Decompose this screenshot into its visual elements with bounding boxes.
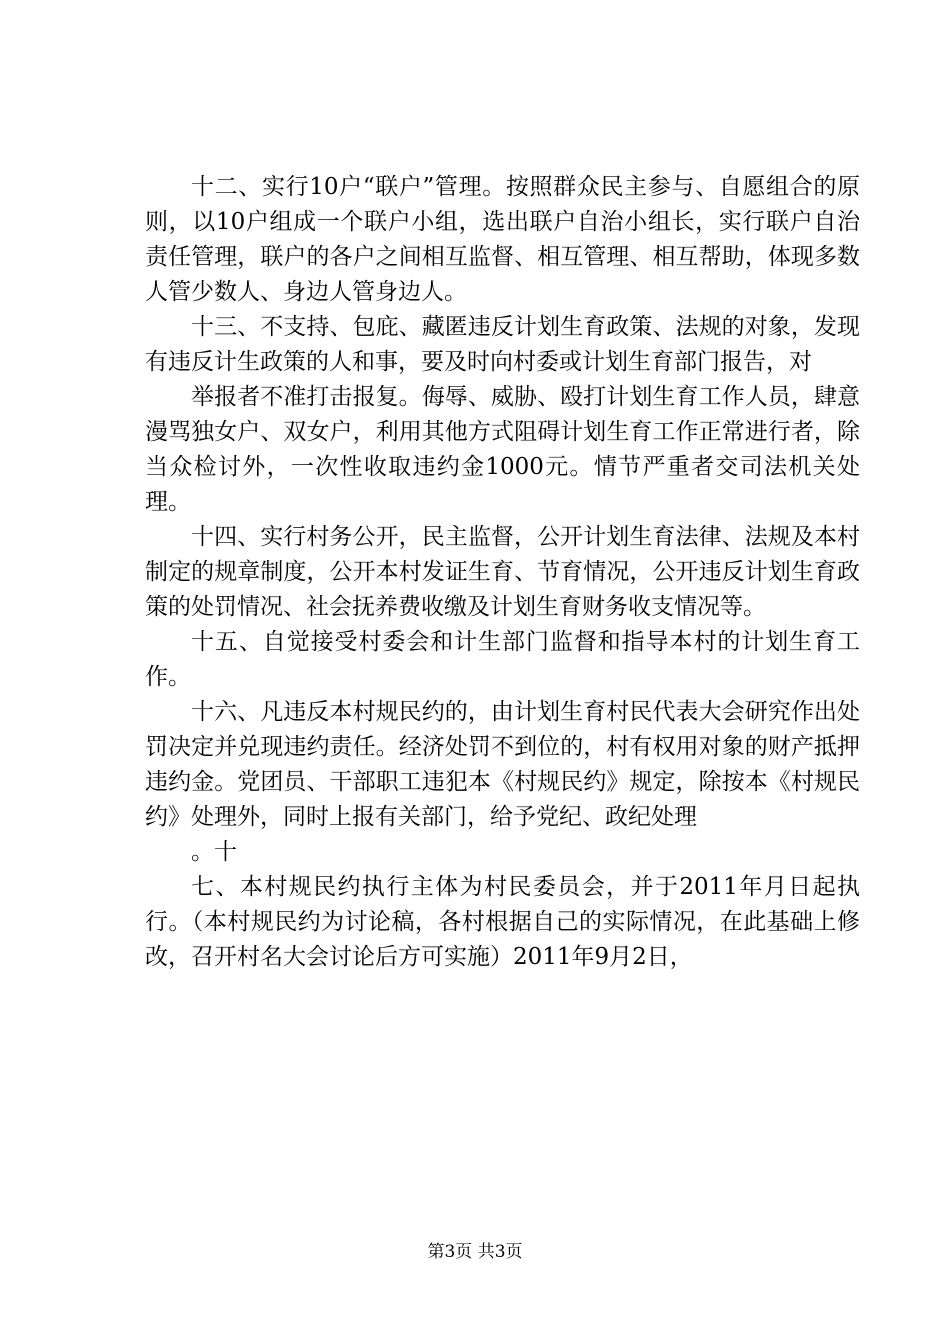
paragraph-15: 十五、自觉接受村委会和计生部门监督和指导本村的计划生育工作。 [145, 629, 860, 690]
document-body [145, 170, 860, 975]
paragraph-13: 十三、不支持、包庇、藏匿违反计划生育政策、法规的对象，发现有违反计生政策的人和事，要及时向村委或计划生育部门报告，对 [145, 314, 860, 375]
paragraph-fragment: 。十 [191, 839, 237, 865]
page-number-footer: 第3页 共3页 [427, 1242, 523, 1262]
paragraph-12: 十二、实行10户“联户”管理。按照群众民主参与、自愿组合的原则，以10户组成一个联户小组，选出联户自治小组长，实行联户自治责任管理，联户的各户之间相互监督、相互管理、相互帮助，体现多数人管少数人、身边人管身边人。 [145, 174, 860, 305]
paragraph-14: 十四、实行村务公开，民主监督，公开计划生育法律、法规及本村制定的规章制度，公开本村发证生育、节育情况，公开违反计划生育政策的处罚情况、社会抚养费收缴及计划生育财务收支情况等。 [145, 524, 860, 620]
paragraph-16: 十六、凡违反本村规民约的，由计划生育村民代表大会研究作出处罚决定并兑现违约责任。经济处罚不到位的，村有权用对象的财产抵押违约金。党团员、干部职工违犯本《村规民约》规定，除按本《村规民约》处理外，同时上报有关部门，给予党纪、政纪处理 [145, 699, 860, 830]
paragraph-13-continued: 举报者不准打击报复。侮辱、威胁、殴打计划生育工作人员，肆意漫骂独女户、双女户，利用其他方式阻碍计划生育工作正常进行者，除当众检讨外，一次性收取违约金1000元。情节严重者交司法机关处理。 [145, 384, 860, 515]
paragraph-17: 七、本村规民约执行主体为村民委员会，并于2011年月日起执行。（本村规民约为讨论稿，各村根据自己的实际情况，在此基础上修改，召开村名大会讨论后方可实施）2011年9月2日， [145, 874, 860, 970]
